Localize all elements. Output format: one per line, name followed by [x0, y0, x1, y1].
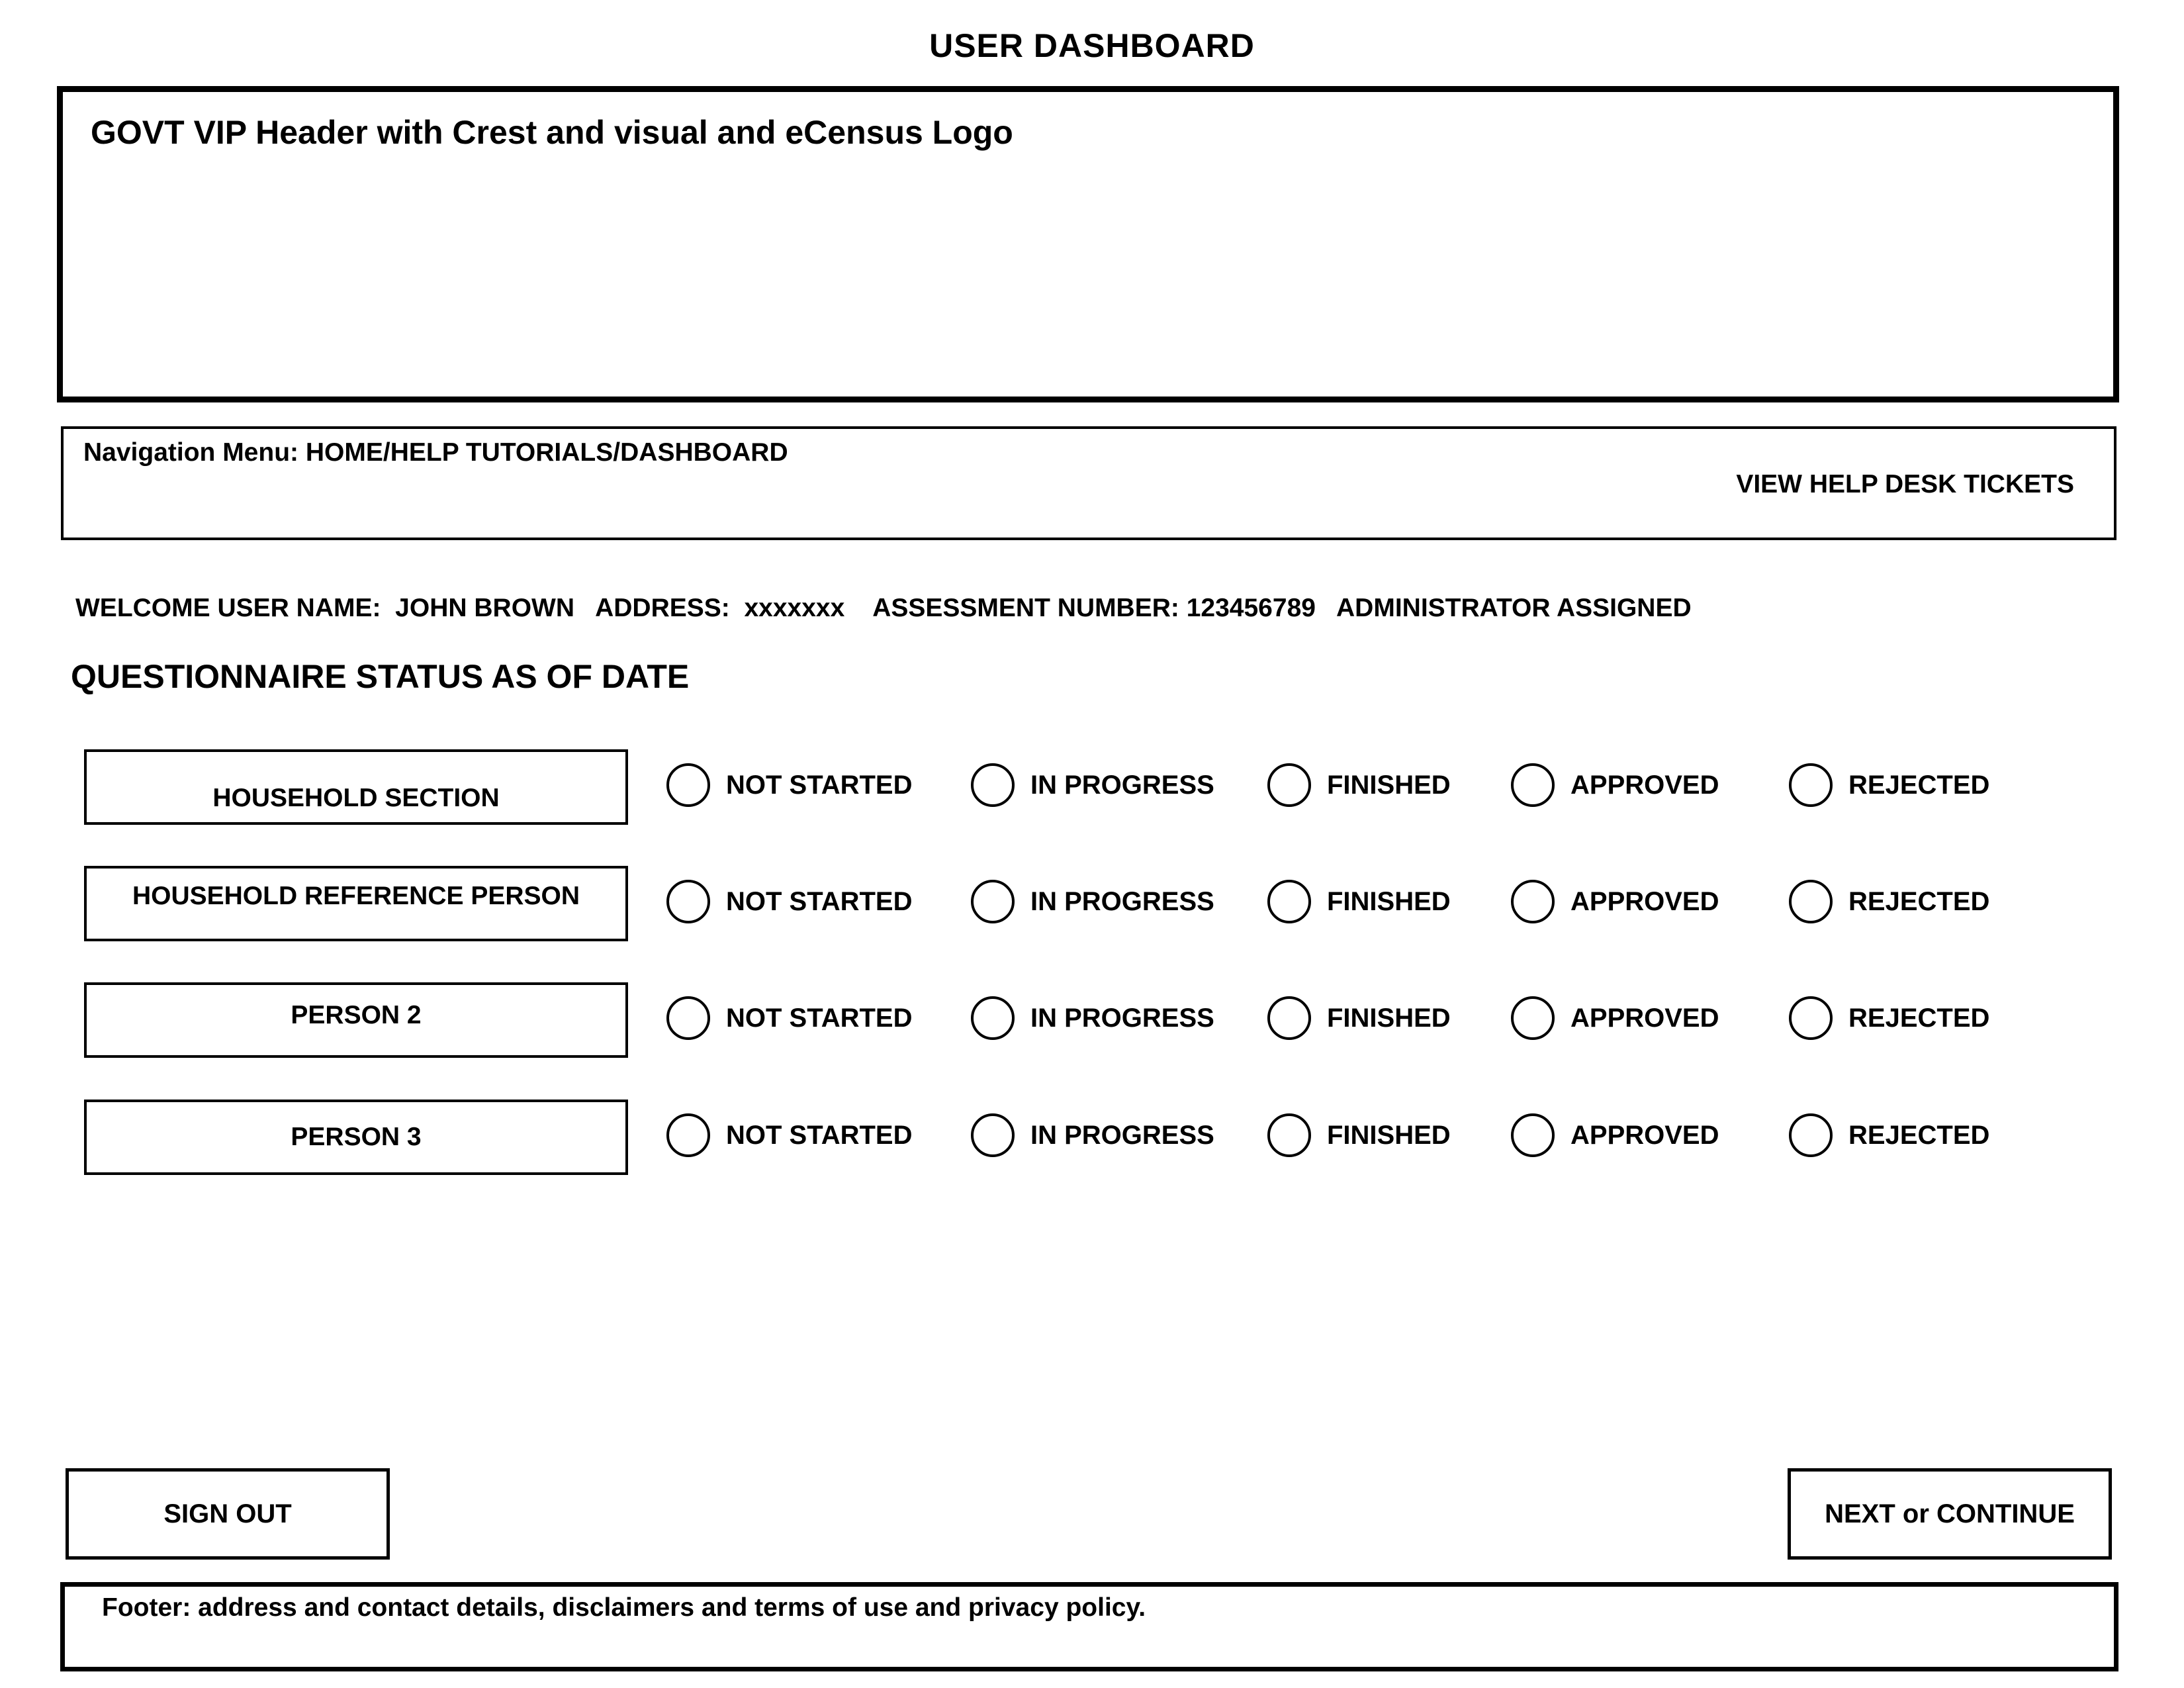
welcome-label: WELCOME USER NAME: [75, 594, 381, 622]
status-radio-in-progress[interactable] [971, 878, 1214, 925]
assessment-label: ASSESSMENT NUMBER: [872, 594, 1179, 622]
status-label: APPROVED [1570, 1003, 1719, 1033]
radio-circle-icon[interactable] [1789, 1113, 1833, 1157]
footer [60, 1582, 2118, 1671]
status-label: REJECTED [1848, 886, 1990, 916]
navigation-menu [61, 426, 2116, 540]
user-info-bar [75, 594, 1692, 623]
status-label: NOT STARTED [726, 770, 913, 800]
questionnaire-row-household-reference-person [0, 866, 2184, 941]
status-label: FINISHED [1327, 1120, 1451, 1150]
status-radio-finished[interactable] [1267, 1111, 1451, 1159]
radio-circle-icon[interactable] [971, 996, 1015, 1040]
status-radio-not-started[interactable] [666, 1111, 912, 1159]
breadcrumb [83, 438, 788, 467]
status-radio-approved[interactable] [1511, 1111, 1719, 1159]
status-label: NOT STARTED [726, 886, 913, 916]
status-radio-approved[interactable] [1511, 994, 1719, 1042]
status-radio-rejected[interactable] [1789, 1111, 1989, 1159]
status-label: IN PROGRESS [1030, 1003, 1214, 1033]
status-radio-in-progress[interactable] [971, 761, 1214, 809]
status-label: FINISHED [1327, 1003, 1451, 1033]
status-radio-not-started[interactable] [666, 878, 912, 925]
radio-circle-icon[interactable] [1267, 880, 1311, 923]
questionnaire-row-person-3 [0, 1100, 2184, 1175]
questionnaire-row-household-section [0, 749, 2184, 825]
questionnaire-row-person-2 [0, 982, 2184, 1058]
status-label: FINISHED [1327, 770, 1451, 800]
next-continue-button[interactable]: NEXT or CONTINUE [1788, 1468, 2112, 1560]
footer-text: Footer: address and contact details, disclaimers and terms of use and privacy policy. [102, 1593, 1146, 1622]
radio-circle-icon[interactable] [666, 763, 710, 807]
status-label: REJECTED [1848, 1120, 1990, 1150]
radio-circle-icon[interactable] [1511, 763, 1555, 807]
nav-item-dashboard[interactable]: DASHBOARD [620, 438, 788, 467]
status-label: NOT STARTED [726, 1120, 913, 1150]
status-radio-not-started[interactable] [666, 994, 912, 1042]
radio-circle-icon[interactable] [666, 996, 710, 1040]
status-label: APPROVED [1570, 886, 1719, 916]
site-header-placeholder [57, 86, 2119, 402]
page-title: USER DASHBOARD [929, 27, 1255, 64]
sign-out-button[interactable]: SIGN OUT [66, 1468, 390, 1560]
section-button-household-section[interactable] [84, 749, 628, 825]
status-radio-finished[interactable] [1267, 878, 1451, 925]
view-help-desk-tickets-link[interactable]: VIEW HELP DESK TICKETS [1736, 470, 2074, 498]
status-label: IN PROGRESS [1030, 886, 1214, 916]
section-button-household-reference-person[interactable] [84, 866, 628, 941]
radio-circle-icon[interactable] [971, 763, 1015, 807]
status-radio-finished[interactable] [1267, 761, 1451, 809]
nav-separator: / [613, 438, 621, 467]
radio-circle-icon[interactable] [971, 1113, 1015, 1157]
radio-circle-icon[interactable] [1789, 763, 1833, 807]
status-radio-rejected[interactable] [1789, 761, 1989, 809]
status-radio-rejected[interactable] [1789, 994, 1989, 1042]
section-label: HOUSEHOLD SECTION [212, 784, 500, 812]
status-label: APPROVED [1570, 1120, 1719, 1150]
radio-circle-icon[interactable] [1511, 996, 1555, 1040]
status-label: APPROVED [1570, 770, 1719, 800]
nav-separator: / [383, 438, 390, 467]
section-label: PERSON 3 [291, 1123, 422, 1151]
status-label: REJECTED [1848, 770, 1990, 800]
user-name: JOHN BROWN [395, 594, 575, 622]
address-label: ADDRESS: [595, 594, 730, 622]
status-label: REJECTED [1848, 1003, 1990, 1033]
nav-item-home[interactable]: HOME [305, 438, 383, 467]
administrator-assigned: ADMINISTRATOR ASSIGNED [1336, 594, 1692, 622]
nav-item-help-tutorials[interactable]: HELP TUTORIALS [390, 438, 614, 467]
address-value: xxxxxxx [744, 594, 845, 622]
status-radio-finished[interactable] [1267, 994, 1451, 1042]
section-button-person-2[interactable] [84, 982, 628, 1058]
radio-circle-icon[interactable] [1789, 996, 1833, 1040]
status-radio-in-progress[interactable] [971, 994, 1214, 1042]
radio-circle-icon[interactable] [666, 880, 710, 923]
radio-circle-icon[interactable] [1267, 996, 1311, 1040]
status-radio-approved[interactable] [1511, 878, 1719, 925]
nav-prefix: Navigation Menu: [83, 438, 306, 467]
radio-circle-icon[interactable] [1267, 763, 1311, 807]
status-label: FINISHED [1327, 886, 1451, 916]
radio-circle-icon[interactable] [666, 1113, 710, 1157]
header-placeholder-text: GOVT VIP Header with Crest and visual and eCensus Logo [91, 114, 1013, 151]
section-label: PERSON 2 [291, 1001, 422, 1029]
questionnaire-status-heading: QUESTIONNAIRE STATUS AS OF DATE [71, 658, 690, 695]
status-label: IN PROGRESS [1030, 1120, 1214, 1150]
assessment-number: 123456789 [1186, 594, 1316, 622]
radio-circle-icon[interactable] [1511, 880, 1555, 923]
radio-circle-icon[interactable] [1511, 1113, 1555, 1157]
radio-circle-icon[interactable] [971, 880, 1015, 923]
status-radio-rejected[interactable] [1789, 878, 1989, 925]
section-button-person-3[interactable] [84, 1100, 628, 1175]
status-radio-approved[interactable] [1511, 761, 1719, 809]
status-label: NOT STARTED [726, 1003, 913, 1033]
status-label: IN PROGRESS [1030, 770, 1214, 800]
section-label: HOUSEHOLD REFERENCE PERSON [132, 882, 580, 910]
radio-circle-icon[interactable] [1789, 880, 1833, 923]
radio-circle-icon[interactable] [1267, 1113, 1311, 1157]
status-radio-not-started[interactable] [666, 761, 912, 809]
status-radio-in-progress[interactable] [971, 1111, 1214, 1159]
